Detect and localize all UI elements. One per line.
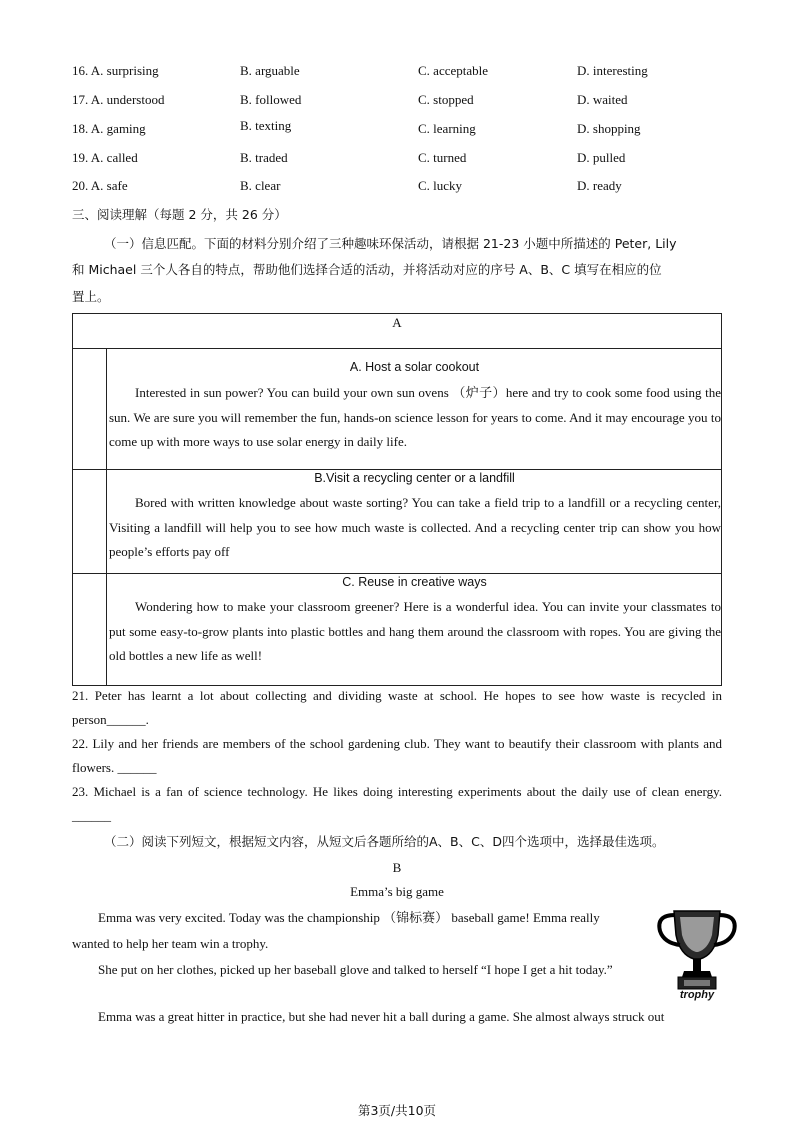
option-b: B. clear <box>240 178 281 193</box>
part1-intro-line3: 置上。 <box>72 289 110 304</box>
activity-a-body: Interested in sun power? You can build your own sun ovens （炉子）here and try to cook some food using the sun. We are sure you will remember the fun, hands-on science lesson for years to come. And it may encourage you to come up with more ways to use solar energy in daily life. <box>109 385 721 449</box>
option-b: B. traded <box>240 150 288 165</box>
option-d: D. interesting <box>577 63 648 78</box>
passage-title: Emma’s big game <box>350 884 444 899</box>
passage-paragraph-3: Emma was a great hitter in practice, but she had never hit a ball during a game. She almost always struck out <box>98 1009 665 1024</box>
passage-label: B <box>392 860 402 875</box>
option-d: D. shopping <box>577 121 641 136</box>
table-column-divider <box>106 348 107 685</box>
option-a: 17. A. understood <box>72 92 165 107</box>
part1-intro-line1: （一）信息匹配。下面的材料分别介绍了三种趣味环保活动，请根据 21-23 小题中所描述的 Peter, Lily <box>104 236 677 251</box>
option-d: D. waited <box>577 92 628 107</box>
option-d: D. ready <box>577 178 622 193</box>
page-footer: 第3页/共10页 <box>357 1103 437 1118</box>
part1-intro-line2: 和 Michael 三个人各自的特点，帮助他们选择合适的活动，并将活动对应的序号 A、B、C 填写在相应的位 <box>72 262 662 277</box>
option-a: 20. A. safe <box>72 178 128 193</box>
option-d: D. pulled <box>577 150 626 165</box>
trophy-illustration <box>652 905 742 1005</box>
option-row-17 <box>0 92 794 112</box>
activity-b-title: B.Visit a recycling center or a landfill <box>314 471 515 485</box>
activity-a-title: A. Host a solar cookout <box>349 360 480 374</box>
option-c: C. turned <box>418 150 467 165</box>
activity-c-title: C. Reuse in creative ways <box>342 575 487 589</box>
activity-b-body: Bored with written knowledge about waste sorting? You can take a field trip to a landfill or a recycling center, Visiting a landfill will help you to see how much waste is collected. And a recycling center trip can show you how people’s efforts pay off <box>109 495 721 559</box>
option-b: B. arguable <box>240 63 300 78</box>
table-header: A <box>392 315 402 330</box>
option-a: 16. A. surprising <box>72 63 159 78</box>
table-divider <box>73 348 721 349</box>
option-row-19 <box>0 150 794 170</box>
option-b: B. texting <box>240 118 292 133</box>
option-c: C. learning <box>418 121 476 136</box>
trophy-caption: trophy <box>679 989 715 1001</box>
option-b: B. followed <box>240 92 302 107</box>
table-divider <box>73 573 721 574</box>
option-row-20 <box>0 178 794 198</box>
trophy-icon <box>652 905 742 991</box>
question-23: 23. Michael is a fan of science technology. He likes doing interesting experiments about the daily use of clean energy. ______ <box>72 784 722 823</box>
option-a: 18. A. gaming <box>72 121 146 136</box>
activity-c-body: Wondering how to make your classroom greener? Here is a wonderful idea. You can invite your classmates to put some easy-to-grow plants into plastic bottles and hang them around the classroom with ropes. You are giving the old bottles a new life as well! <box>109 599 721 663</box>
option-c: C. lucky <box>418 178 463 193</box>
table-divider <box>73 469 721 470</box>
passage-paragraph-1: Emma was very excited. Today was the championship （锦标赛） baseball game! Emma really wanted to help her team win a trophy. <box>72 910 600 951</box>
option-row-18 <box>0 118 794 141</box>
activities-table <box>72 313 722 686</box>
passage-paragraph-2: She put on her clothes, picked up her baseball glove and talked to herself “I hope I get a hit today.” <box>98 962 613 977</box>
option-c: C. acceptable <box>418 63 489 78</box>
part2-intro: （二）阅读下列短文，根据短文内容，从短文后各题所给的A、B、C、D四个选项中，选择最佳选项。 <box>104 834 665 849</box>
option-c: C. stopped <box>418 92 474 107</box>
section-heading: 三、阅读理解（每题 2 分，共 26 分） <box>72 207 287 222</box>
question-22: 22. Lily and her friends are members of the school gardening club. They want to beautify their classroom with plants and flowers. ______ <box>72 736 722 775</box>
option-row-16 <box>0 63 794 83</box>
question-21: 21. Peter has learnt a lot about collecting and dividing waste at school. He hopes to see how waste is recycled in person______. <box>72 688 722 727</box>
option-a: 19. A. called <box>72 150 138 165</box>
